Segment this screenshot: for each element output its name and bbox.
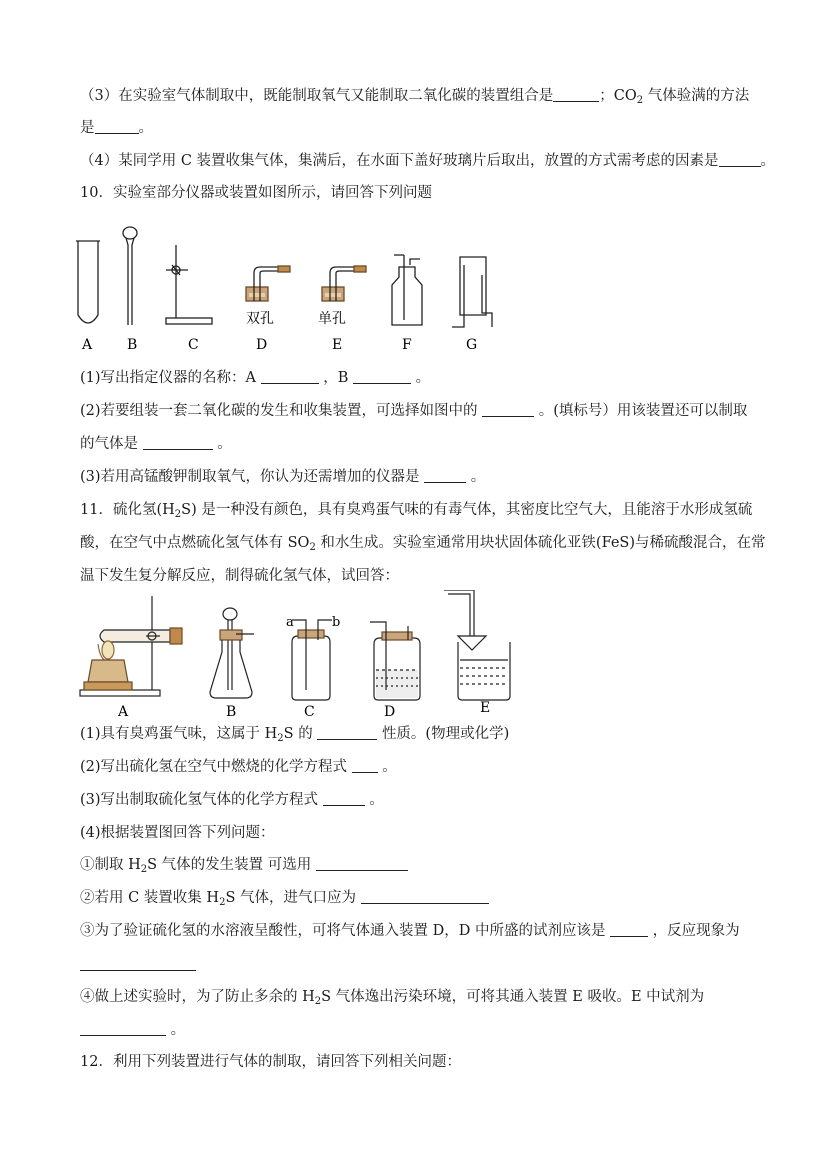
q10-apparatus-figure: [60, 215, 520, 355]
answer-blank[interactable]: [719, 152, 761, 167]
q11-sub2: (2)写出硫化氢在空气中燃烧的化学方程式 。: [80, 759, 397, 775]
answer-blank[interactable]: [80, 1021, 166, 1036]
wash-bottle-drawing: [370, 622, 420, 700]
q11-intro-line1: 11．硫化氢$(H_2S)$ 是一种没有颜色，具有臭鸡蛋气味的有毒气体，其密度比空气大，且能溶于水形成氢硫: [80, 502, 753, 520]
q11-sub1: (1)具有臭鸡蛋气味，这属于 $H_2S$ 的 性质。(物理或化学): [80, 726, 510, 744]
port-a-label: a: [286, 615, 294, 630]
fig-label-g: G: [466, 337, 478, 353]
e-stopper-tag: 单孔: [318, 311, 346, 327]
q11-sub4: (4)根据装置图回答下列问题：: [80, 825, 275, 841]
answer-blank[interactable]: [352, 758, 378, 773]
q10-title: 10．实验室部分仪器或装置如图所示，请回答下列问题: [80, 185, 432, 201]
fig11-label-a: A: [118, 704, 129, 720]
q10-sub3: (3)若用高锰酸钾制取氧气，你认为还需增加的仪器是 。: [80, 469, 486, 485]
gas-bottle-with-tube-drawing: [452, 257, 492, 327]
q11-sub3: (3)写出制取硫化氢气体的化学方程式 。: [80, 792, 384, 808]
answer-blank[interactable]: [353, 369, 411, 384]
q10-sub1: (1)写出指定仪器的名称：A ，B 。: [80, 370, 431, 386]
bottle-two-tubes-drawing: [292, 620, 332, 700]
conical-flask-drawing: [210, 608, 254, 698]
answer-blank[interactable]: [317, 725, 377, 740]
answer-blank[interactable]: [361, 889, 489, 904]
heating-apparatus-drawing: [80, 596, 182, 696]
beaker-funnel-drawing: [444, 590, 510, 700]
answer-blank[interactable]: [261, 369, 319, 384]
q11-intro-line2: 酸，在空气中点燃硫化氢气体有 $SO_2$ 和水生成。实验室通常用块状固体硫化亚铁(FeS)与稀硫酸混合，在常: [80, 535, 766, 553]
answer-blank[interactable]: [424, 468, 466, 483]
iron-stand-drawing: [166, 245, 212, 324]
answer-blank[interactable]: [80, 956, 196, 971]
q11-apparatus-figure: [70, 590, 530, 720]
q11-intro-line3: 温下发生复分解反应，制得硫化氢气体，试回答：: [80, 568, 399, 584]
q11-sub4-c3: ③为了验证硫化氢的水溶液呈酸性，可将气体通入装置 D，D 中所盛的试剂应该是 ，反应现象为: [80, 923, 740, 939]
q9-part4: （4）某同学用 C 装置收集气体，集满后，在水面下盖好玻璃片后取出，放置的方式需考虑的因素是 。: [80, 153, 776, 169]
fig-label-b: B: [127, 337, 138, 353]
fig-label-c: C: [188, 337, 199, 353]
answer-blank[interactable]: [553, 87, 599, 102]
q12-title: 12．利用下列装置进行气体的制取，请回答下列相关问题：: [80, 1054, 461, 1070]
fig11-label-b: B: [226, 704, 237, 720]
fig11-label-e: E: [480, 700, 491, 716]
answer-blank[interactable]: [482, 402, 534, 417]
fig-label-e: E: [332, 337, 343, 353]
q9-part3-line1: （3）在实验室气体制取中，既能制取氧气又能制取二氧化碳的装置组合是 ；$CO_2$ 气体验满的方法: [80, 88, 750, 106]
answer-blank[interactable]: [143, 435, 213, 450]
q11-sub4-c2: ②若用 C 装置收集 $H_2S$ 气体，进气口应为: [80, 888, 767, 913]
port-b-label: b: [332, 615, 341, 630]
q10-sub2-line2: 的气体是 。: [80, 436, 232, 452]
q11-sub4-c4-blank-line: 。: [80, 1020, 767, 1040]
answer-blank[interactable]: [316, 856, 408, 871]
gas-collecting-bottle-drawing: [392, 255, 422, 325]
q11-sub4-c1: ①制取 $H_2S$ 气体的发生装置 可选用: [80, 855, 767, 880]
q10-sub2-line1: (2)若要组装一套二氧化碳的发生和收集装置，可选择如图中的 。(填标号）用该装置还可以制取: [80, 403, 748, 419]
double-hole-stopper-drawing: [246, 266, 290, 301]
answer-blank[interactable]: [95, 119, 139, 134]
q11-sub4-c3-blank-line: [80, 955, 767, 975]
fig-label-d: D: [256, 337, 268, 353]
fig-label-f: F: [402, 337, 412, 353]
long-neck-funnel-drawing: [123, 227, 137, 325]
fig11-label-d: D: [384, 704, 396, 720]
d-stopper-tag: 双孔: [246, 311, 274, 327]
answer-blank[interactable]: [323, 791, 365, 806]
fig-label-a: A: [82, 337, 93, 353]
fig11-label-c: C: [304, 704, 315, 720]
answer-blank[interactable]: [610, 922, 648, 937]
q9-part3-line2: 是 。: [80, 120, 153, 136]
q11-sub4-c4: ④做上述实验时，为了防止多余的 $H_2S$ 气体逸出污染环境，可将其通入装置 E 吸收。E 中试剂为: [80, 989, 705, 1007]
test-tube-drawing: [76, 241, 100, 323]
single-hole-stopper-drawing: [322, 266, 366, 301]
